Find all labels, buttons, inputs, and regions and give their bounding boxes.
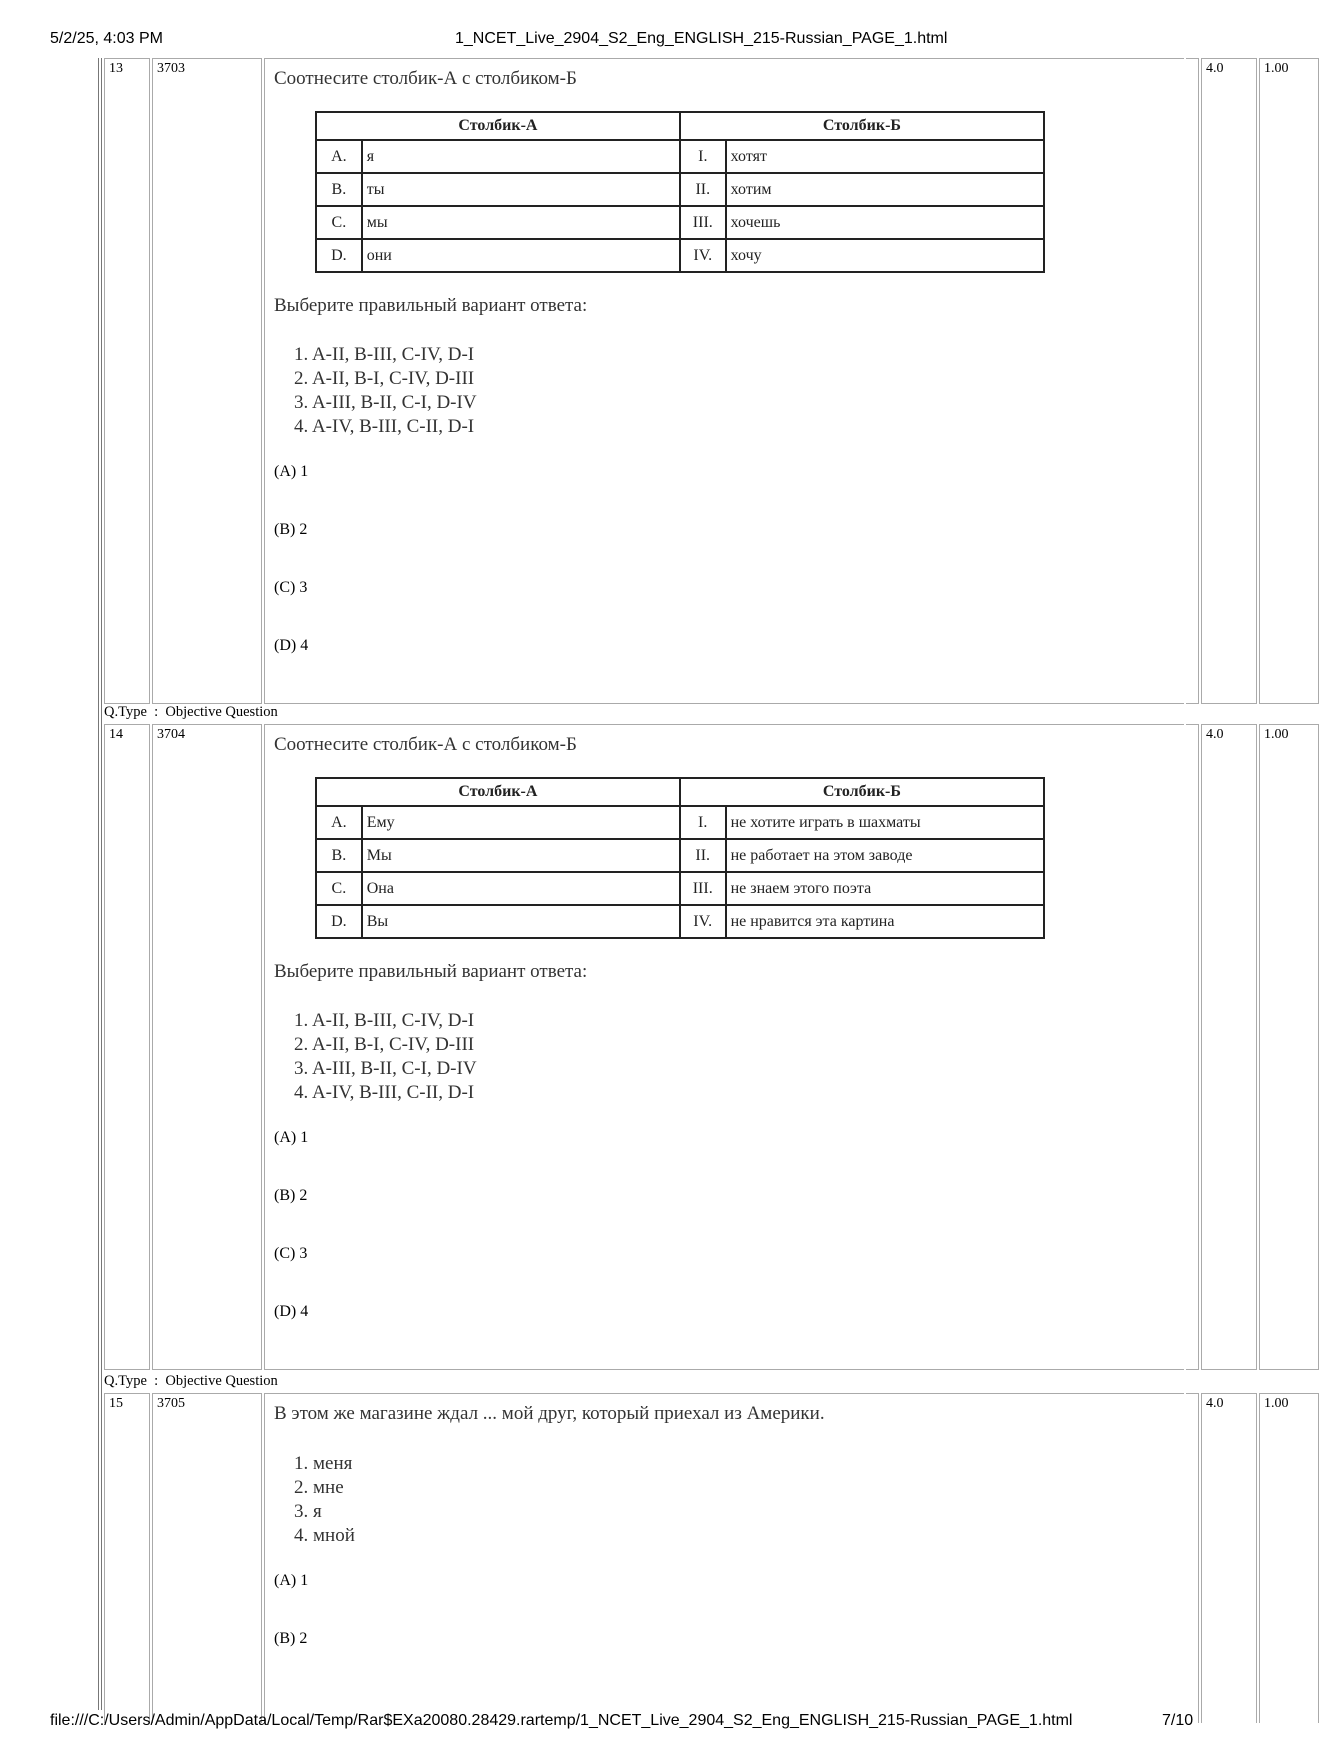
column-a-label: B. bbox=[316, 173, 362, 206]
question-serial: 13 bbox=[104, 58, 150, 704]
option-item: 2. A-II, B-I, C-IV, D-III bbox=[294, 1034, 475, 1055]
column-b-label: IV. bbox=[680, 905, 726, 938]
column-b-header: Столбик-Б bbox=[680, 112, 1044, 140]
column-a-label: C. bbox=[316, 206, 362, 239]
option-list bbox=[294, 343, 477, 439]
match-row bbox=[316, 806, 1044, 839]
column-a-text: Она bbox=[362, 872, 680, 905]
option-item: 3. A-III, B-II, C-I, D-IV bbox=[294, 392, 477, 413]
option-item: 3. A-III, B-II, C-I, D-IV bbox=[294, 1058, 477, 1079]
option-item: 4. мной bbox=[294, 1525, 355, 1546]
option-item: 1. A-II, B-III, C-IV, D-I bbox=[294, 1010, 475, 1031]
match-table bbox=[315, 111, 1045, 273]
question-body bbox=[264, 1393, 1199, 1723]
question-row bbox=[102, 724, 1289, 1370]
page-clip-edge bbox=[1184, 58, 1186, 1710]
option-item: 2. A-II, B-I, C-IV, D-III bbox=[294, 368, 475, 389]
match-row bbox=[316, 872, 1044, 905]
option-item: 4. A-IV, B-III, C-II, D-I bbox=[294, 1082, 475, 1103]
option-item: 1. A-II, B-III, C-IV, D-I bbox=[294, 344, 475, 365]
column-b-label: II. bbox=[680, 173, 726, 206]
print-footer bbox=[0, 1712, 1240, 1734]
print-file-path: file:///C:/Users/Admin/AppData/Local/Temp/Rar$EXa20080.28429.rartemp/1_NCET_Live_2904_S2_Eng_ENGLISH_215-Russian_PAGE_1.html bbox=[50, 1712, 1073, 1729]
column-a-label: A. bbox=[316, 140, 362, 173]
column-a-header: Столбик-А bbox=[316, 112, 680, 140]
question-id: 3704 bbox=[152, 724, 262, 1370]
match-row bbox=[316, 839, 1044, 872]
question-row bbox=[102, 58, 1289, 704]
column-a-text: Ему bbox=[362, 806, 680, 839]
column-b-label: III. bbox=[680, 206, 726, 239]
column-b-label: I. bbox=[680, 806, 726, 839]
answer-choice: (B) 2 bbox=[274, 1630, 308, 1647]
match-table bbox=[315, 777, 1045, 939]
answer-choice: (B) 2 bbox=[274, 1187, 308, 1204]
column-a-text: они bbox=[362, 239, 680, 272]
option-list bbox=[294, 1009, 477, 1105]
question-type-label: Q.Type : Objective Question bbox=[104, 704, 278, 720]
option-item: 3. я bbox=[294, 1501, 322, 1522]
answer-choice: (A) 1 bbox=[274, 463, 309, 480]
question-marks: 4.0 bbox=[1201, 58, 1257, 704]
option-item: 2. мне bbox=[294, 1477, 344, 1498]
column-a-label: A. bbox=[316, 806, 362, 839]
answer-choice: (C) 3 bbox=[274, 1245, 308, 1262]
column-a-label: D. bbox=[316, 239, 362, 272]
answer-choice: (D) 4 bbox=[274, 637, 309, 654]
question-id: 3705 bbox=[152, 1393, 262, 1723]
print-header bbox=[0, 30, 1240, 52]
question-text: Соотнесите столбик-А с столбиком-Б bbox=[274, 734, 577, 755]
match-row bbox=[316, 173, 1044, 206]
column-b-label: II. bbox=[680, 839, 726, 872]
column-a-label: B. bbox=[316, 839, 362, 872]
answer-choice: (A) 1 bbox=[274, 1129, 309, 1146]
match-row bbox=[316, 206, 1044, 239]
column-b-label: I. bbox=[680, 140, 726, 173]
column-a-text: мы bbox=[362, 206, 680, 239]
question-text: Соотнесите столбик-А с столбиком-Б bbox=[274, 68, 577, 89]
question-serial: 14 bbox=[104, 724, 150, 1370]
column-b-text: не знаем этого поэта bbox=[726, 872, 1044, 905]
column-a-label: D. bbox=[316, 905, 362, 938]
question-negative-marks: 1.00 bbox=[1259, 1393, 1319, 1723]
answer-choice: (D) 4 bbox=[274, 1303, 309, 1320]
question-serial: 15 bbox=[104, 1393, 150, 1723]
question-prompt: Выберите правильный вариант ответа: bbox=[274, 961, 588, 982]
column-b-text: не хотите играть в шахматы bbox=[726, 806, 1044, 839]
column-a-text: я bbox=[362, 140, 680, 173]
answer-choice: (A) 1 bbox=[274, 1572, 309, 1589]
question-body bbox=[264, 724, 1199, 1370]
column-b-text: не работает на этом заводе bbox=[726, 839, 1044, 872]
answer-choice: (B) 2 bbox=[274, 521, 308, 538]
column-a-text: ты bbox=[362, 173, 680, 206]
column-b-text: хотят bbox=[726, 140, 1044, 173]
question-marks: 4.0 bbox=[1201, 724, 1257, 1370]
question-negative-marks: 1.00 bbox=[1259, 724, 1319, 1370]
print-page-number: 7/10 bbox=[1162, 1712, 1194, 1729]
column-a-header: Столбик-А bbox=[316, 778, 680, 806]
column-b-header: Столбик-Б bbox=[680, 778, 1044, 806]
question-type-label: Q.Type : Objective Question bbox=[104, 1373, 278, 1389]
column-a-label: C. bbox=[316, 872, 362, 905]
column-b-text: хочешь bbox=[726, 206, 1044, 239]
column-b-text: хочу bbox=[726, 239, 1044, 272]
question-negative-marks: 1.00 bbox=[1259, 58, 1319, 704]
question-text: В этом же магазине ждал ... мой друг, который приехал из Америки. bbox=[274, 1403, 825, 1424]
option-list bbox=[294, 1452, 355, 1548]
option-item: 1. меня bbox=[294, 1453, 353, 1474]
question-body bbox=[264, 58, 1199, 704]
column-b-label: IV. bbox=[680, 239, 726, 272]
column-b-label: III. bbox=[680, 872, 726, 905]
question-id: 3703 bbox=[152, 58, 262, 704]
question-prompt: Выберите правильный вариант ответа: bbox=[274, 295, 588, 316]
match-row bbox=[316, 239, 1044, 272]
print-document-title: 1_NCET_Live_2904_S2_Eng_ENGLISH_215-Russian_PAGE_1.html bbox=[455, 30, 948, 47]
column-a-text: Мы bbox=[362, 839, 680, 872]
column-b-text: хотим bbox=[726, 173, 1044, 206]
column-b-text: не нравится эта картина bbox=[726, 905, 1044, 938]
column-a-text: Вы bbox=[362, 905, 680, 938]
question-marks: 4.0 bbox=[1201, 1393, 1257, 1723]
print-datetime: 5/2/25, 4:03 PM bbox=[50, 30, 163, 47]
option-item: 4. A-IV, B-III, C-II, D-I bbox=[294, 416, 475, 437]
match-row bbox=[316, 140, 1044, 173]
answer-choice: (C) 3 bbox=[274, 579, 308, 596]
match-row bbox=[316, 905, 1044, 938]
